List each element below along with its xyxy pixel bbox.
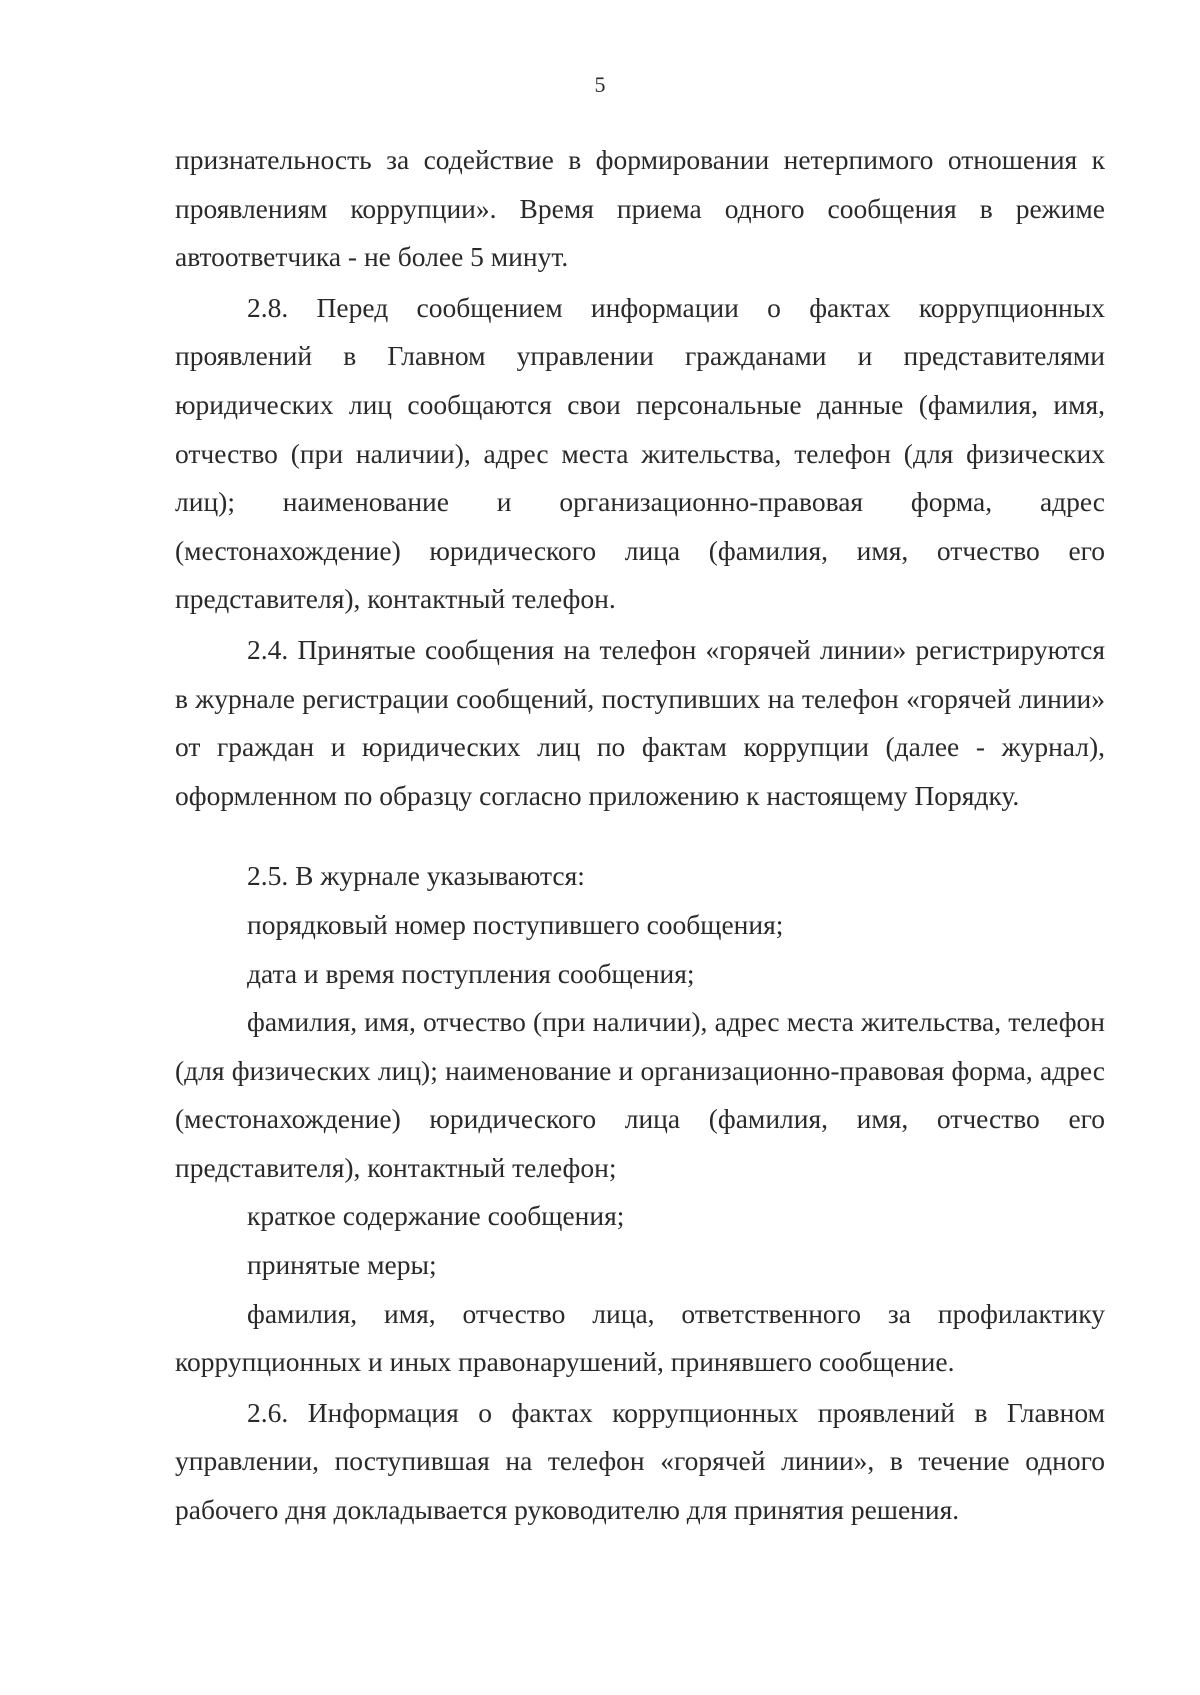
paragraph-2-4: 2.4. Принятые сообщения на телефон «горячей линии» регистрируются в журнале регистрации сообщений, поступивших на телефон «горячей линии» от граждан и юридических лиц по фактам коррупции (далее - журнал), оформленном по образцу согласно приложению к настоящему Порядку. — [175, 633, 1105, 811]
paragraph-continuation: признательность за содействие в формировании нетерпимого отношения к проявлениям коррупции». Время приема одного сообщения в режиме автоответчика - не более 5 минут. — [175, 144, 1105, 273]
paragraph-2-5: 2.5. В журнале указываются: — [247, 860, 585, 892]
list-item: фамилия, имя, отчество (при наличии), адрес места жительства, телефон (для физических лиц); наименование и организационно-правовая форма, адрес (местонахождение) юридического лица (фамилия, имя, отчество его представителя), контактный телефон; — [175, 1006, 1105, 1183]
paragraph-2-6: 2.6. Информация о фактах коррупционных проявлений в Главном управлении, поступившая на телефон «горячей линии», в течение одного рабочего дня докладывается руководителю для принятия решения. — [175, 1396, 1105, 1526]
page-number: 5 — [594, 72, 606, 97]
list-item: порядковый номер поступившего сообщения; — [247, 908, 784, 940]
list-item: фамилия, имя, отчество лица, ответственного за профилактику коррупционных и иных правонарушений, принявшего сообщение. — [175, 1297, 1105, 1378]
list-item: дата и время поступления сообщения; — [247, 957, 695, 989]
list-item: краткое содержание сообщения; — [247, 1200, 625, 1232]
document-body — [175, 136, 1105, 1535]
list-item: принятые меры; — [247, 1249, 437, 1281]
paragraph-2-8: 2.8. Перед сообщением информации о фактах коррупционных проявлений в Главном управлении гражданами и представителями юридических лиц сообщаются свои персональные данные (фамилия, имя, отчество (при наличии), адрес места жительства, телефон (для физических лиц); наименование и организационно-правовая форма, адрес (местонахождение) юридического лица (фамилия, имя, отчество его представителя), контактный телефон. — [175, 291, 1105, 615]
